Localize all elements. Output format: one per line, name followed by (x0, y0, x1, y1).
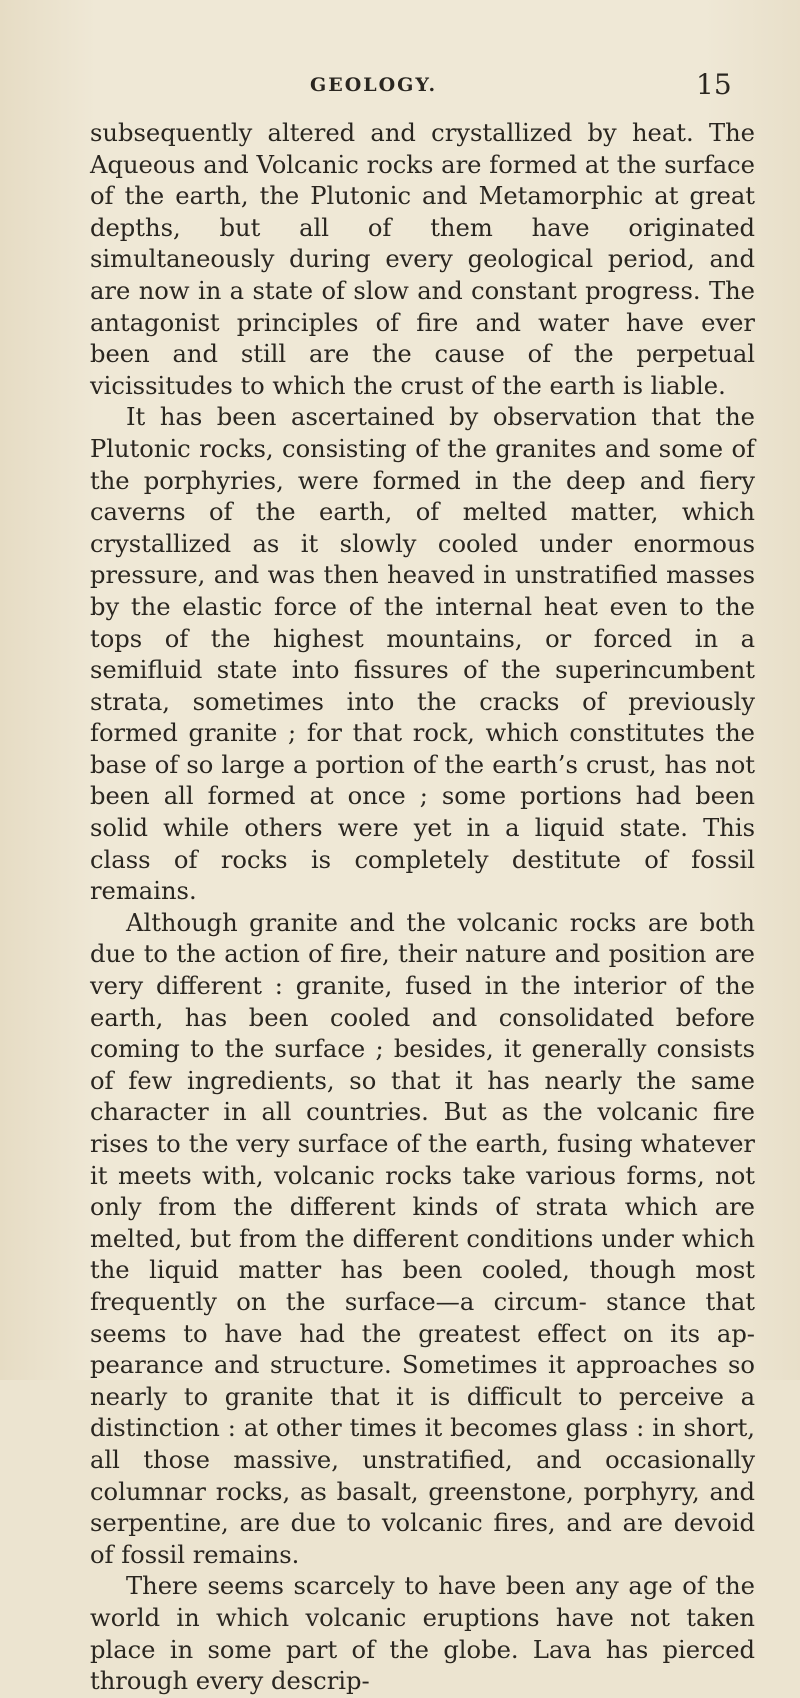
page-number: 15 (696, 68, 732, 101)
paragraph-volcanic-eruptions: There seems scarcely to have been any age of the world in which volcanic eruptions have not taken place in some part of the globe. Lava has pierced through every descrip- (90, 1572, 755, 1696)
running-title: GEOLOGY. (310, 74, 438, 96)
paragraph-granite-volcanic: Although granite and the volcanic rocks are both due to the action of fire, their nature and position are very different : granite, fused in the interior of the earth, has been cooled and consolidated before coming to the surface ; besides, it generally consists of few ingredients, so that it has nearly the same character in all countries. But as the volcanic fire rises to the very surface of the earth, fusing whatever it meets with, volcanic rocks take various forms, not only from the different kinds of strata which are melted, but from the different conditions under which the liquid matter has been cooled, though most frequently on the surface—a circum- stance that seems to have had the greatest effect on its ap- pearance and structure. Sometimes it approaches so nearly to granite that it is difficult to perceive a distinction : at other times it becomes glass : in short, all those massive, unstratified, and occasionally columnar rocks, as basalt, greenstone, porphyry, and serpentine, are due to volcanic fires, and are devoid of fossil remains. (90, 908, 755, 1569)
body-text (90, 118, 755, 1698)
paragraph-continued: subsequently altered and crystallized by heat. The Aqueous and Volcanic rocks are formed at the surface of the earth, the Plutonic and Metamorphic at great depths, but all of them have originated simultaneously during every geological period, and are now in a state of slow and constant progress. The antagonist principles of fire and water have ever been and still are the cause of the perpetual vicissitudes to which the crust of the earth is liable. (90, 119, 755, 400)
page-header (0, 68, 800, 108)
paragraph-plutonic-rocks: It has been ascertained by observation that the Plutonic rocks, consisting of the granites and some of the porphyries, were formed in the deep and fiery caverns of the earth, of melted matter, which crystallized as it slowly cooled under enormous pressure, and was then heaved in unstratified masses by the elastic force of the internal heat even to the tops of the highest mountains, or forced in a semifluid state into fissures of the superincumbent strata, sometimes into the cracks of previously formed granite ; for that rock, which constitutes the base of so large a portion of the earth’s crust, has not been all formed at once ; some portions had been solid while others were yet in a liquid state. This class of rocks is completely destitute of fossil remains. (90, 403, 755, 906)
